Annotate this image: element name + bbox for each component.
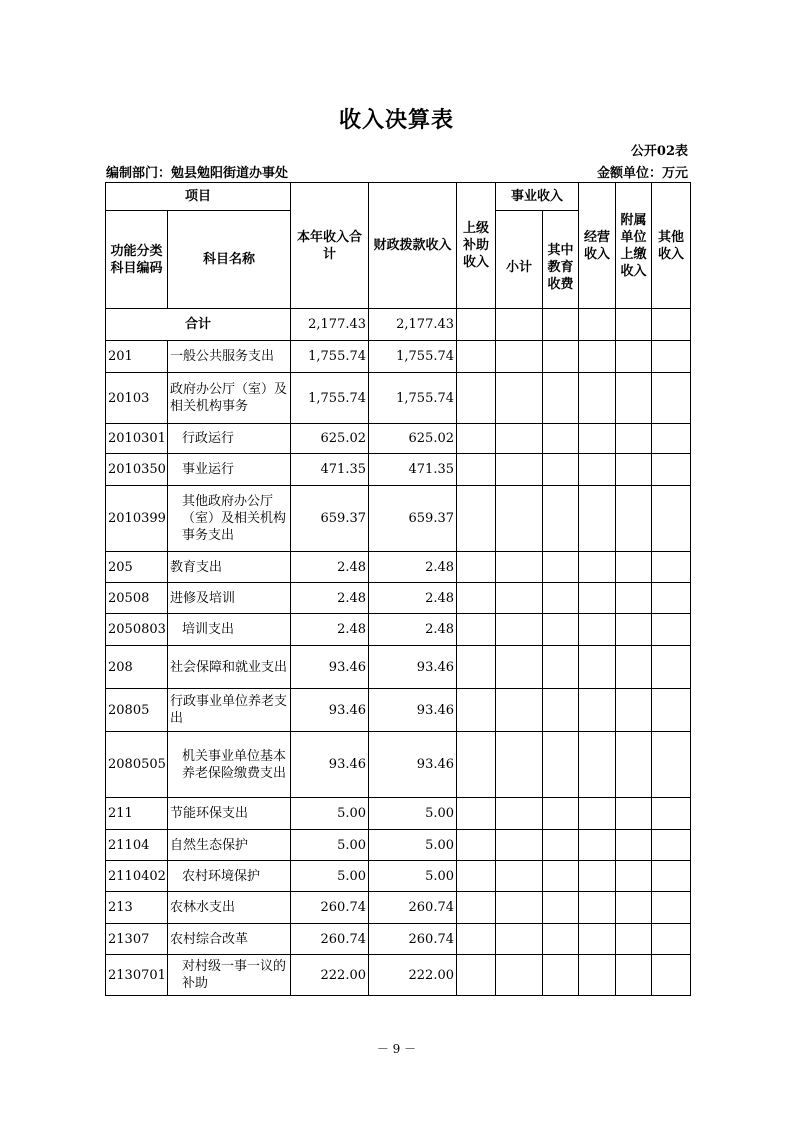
row-total: 260.74 (291, 892, 369, 924)
table-row (106, 454, 691, 486)
table-row (106, 486, 691, 552)
row-total: 222.00 (291, 955, 369, 996)
table-row (106, 552, 691, 583)
row-total: 471.35 (291, 454, 369, 486)
row-fiscal: 260.74 (369, 892, 457, 924)
row-code: 20103 (106, 373, 168, 424)
row-name: 农村综合改革 (168, 924, 291, 955)
row-code: 205 (106, 552, 168, 583)
row-fiscal: 5.00 (369, 830, 457, 861)
row-total: 5.00 (291, 798, 369, 830)
row-code: 2130701 (106, 955, 168, 996)
table-row (106, 798, 691, 830)
row-code: 2010350 (106, 454, 168, 486)
row-name: 政府办公厅（室）及相关机构事务 (168, 373, 291, 424)
table-row (106, 373, 691, 424)
row-total: 5.00 (291, 830, 369, 861)
row-total: 93.46 (291, 732, 369, 798)
table-row (106, 341, 691, 373)
income-table (105, 182, 691, 996)
row-code: 2080505 (106, 732, 168, 798)
row-name: 培训支出 (168, 614, 291, 646)
row-code: 21307 (106, 924, 168, 955)
row-code: 20805 (106, 689, 168, 732)
row-total: 93.46 (291, 646, 369, 689)
row-fiscal: 93.46 (369, 689, 457, 732)
row-code: 201 (106, 341, 168, 373)
row-fiscal: 2.48 (369, 614, 457, 646)
row-fiscal: 1,755.74 (369, 373, 457, 424)
row-fiscal: 2.48 (369, 583, 457, 614)
row-name: 社会保障和就业支出 (168, 646, 291, 689)
row-name: 教育支出 (168, 552, 291, 583)
row-total: 1,755.74 (291, 373, 369, 424)
row-code: 2010399 (106, 486, 168, 552)
table-row (106, 424, 691, 454)
row-code: 20508 (106, 583, 168, 614)
row-total: 659.37 (291, 486, 369, 552)
row-name: 节能环保支出 (168, 798, 291, 830)
header-operating: 经营收入 (579, 183, 616, 309)
row-name: 农村环境保护 (168, 861, 291, 892)
row-fiscal: 659.37 (369, 486, 457, 552)
table-row (106, 861, 691, 892)
table-row (106, 732, 691, 798)
row-name: 农林水支出 (168, 892, 291, 924)
row-fiscal: 222.00 (369, 955, 457, 996)
row-total: 2.48 (291, 614, 369, 646)
row-fiscal: 260.74 (369, 924, 457, 955)
row-code: 211 (106, 798, 168, 830)
header-subject-name: 科目名称 (168, 211, 291, 309)
header-superior: 上级补助收入 (457, 183, 496, 309)
header-edu-fee: 其中教育收费 (543, 228, 579, 309)
page-title: 收入决算表 (338, 107, 454, 133)
row-name: 进修及培训 (168, 583, 291, 614)
row-total: 93.46 (291, 689, 369, 732)
row-name: 一般公共服务支出 (168, 341, 291, 373)
table-row (106, 646, 691, 689)
row-fiscal: 5.00 (369, 861, 457, 892)
page-number: － 9 － (376, 1042, 417, 1056)
row-code: 2010301 (106, 424, 168, 454)
table-row (106, 830, 691, 861)
header-business-income: 事业收入 (496, 183, 579, 211)
row-name: 其他政府办公厅（室）及相关机构事务支出 (168, 486, 291, 552)
row-fiscal: 93.46 (369, 646, 457, 689)
header-affiliated: 附属单位上缴收入 (616, 183, 652, 309)
row-name: 自然生态保护 (168, 830, 291, 861)
row-fiscal: 5.00 (369, 798, 457, 830)
table-row (106, 955, 691, 996)
header-func-code: 功能分类科目编码 (106, 211, 168, 309)
row-total: 260.74 (291, 924, 369, 955)
header-subtotal: 小计 (496, 228, 543, 309)
row-code: 21104 (106, 830, 168, 861)
row-code: 2050803 (106, 614, 168, 646)
row-fiscal: 471.35 (369, 454, 457, 486)
row-total: 5.00 (291, 861, 369, 892)
row-fiscal: 2.48 (369, 552, 457, 583)
table-code: 公开02表 (630, 144, 688, 159)
header-fiscal: 财政拨款收入 (369, 183, 457, 309)
row-code: 213 (106, 892, 168, 924)
department-label: 编制部门：勉县勉阳街道办事处 (106, 166, 289, 181)
header-other: 其他收入 (652, 183, 691, 309)
row-name: 事业运行 (168, 454, 291, 486)
table-row (106, 583, 691, 614)
row-code: 2110402 (106, 861, 168, 892)
row-total: 2.48 (291, 552, 369, 583)
row-name: 机关事业单位基本养老保险缴费支出 (168, 732, 291, 798)
unit-label: 金额单位：万元 (596, 166, 688, 181)
table-row (106, 614, 691, 646)
row-fiscal: 93.46 (369, 732, 457, 798)
row-name: 行政事业单位养老支出 (168, 689, 291, 732)
row-total: 2.48 (291, 583, 369, 614)
total-income-value: 2,177.43 (291, 309, 369, 341)
row-code: 208 (106, 646, 168, 689)
row-name: 对村级一事一议的补助 (168, 955, 291, 996)
header-project: 项目 (106, 183, 291, 211)
row-name: 行政运行 (168, 424, 291, 454)
header-total-income: 本年收入合计 (291, 183, 369, 309)
row-fiscal: 1,755.74 (369, 341, 457, 373)
table-row (106, 892, 691, 924)
row-fiscal: 625.02 (369, 424, 457, 454)
total-label: 合计 (106, 309, 291, 341)
row-total: 1,755.74 (291, 341, 369, 373)
table-row (106, 689, 691, 732)
total-fiscal-value: 2,177.43 (369, 309, 457, 341)
total-row (106, 309, 691, 341)
row-total: 625.02 (291, 424, 369, 454)
table-row (106, 924, 691, 955)
